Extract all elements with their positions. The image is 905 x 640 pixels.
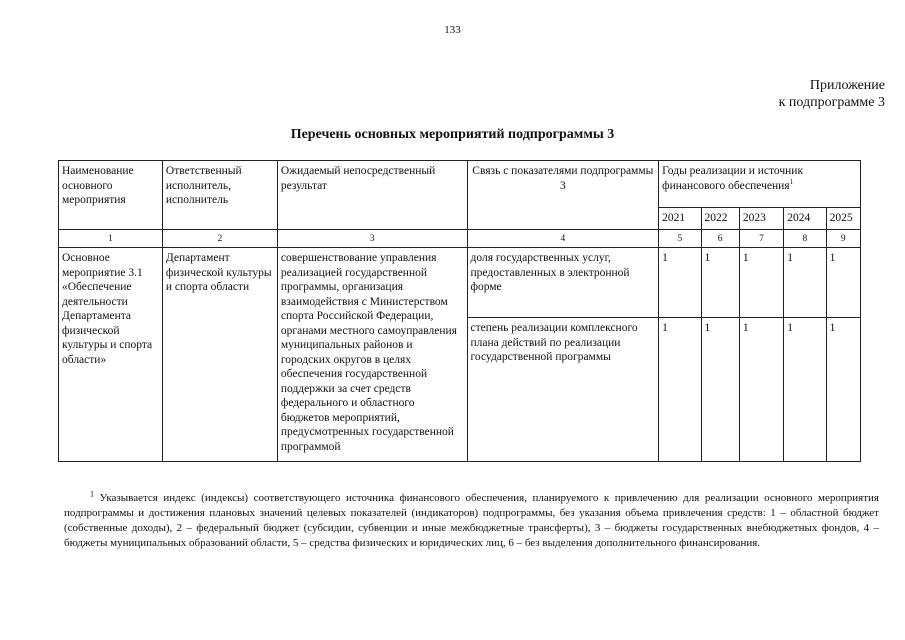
indicator-value: 1 bbox=[701, 318, 739, 462]
indicator-value: 1 bbox=[659, 318, 701, 462]
header-executor: Ответственный исполнитель, исполнитель bbox=[162, 161, 277, 230]
indicator-cell: степень реализации комплексного плана действий по реализации государственной программы bbox=[467, 318, 659, 462]
column-number: 9 bbox=[826, 230, 860, 248]
column-number: 1 bbox=[59, 230, 163, 248]
appendix-line-1: Приложение bbox=[809, 78, 885, 93]
indicator-value: 1 bbox=[739, 248, 783, 318]
document-title: Перечень основных мероприятий подпрограммы 3 bbox=[290, 127, 615, 142]
appendix-line-2: к подпрограмме 3 bbox=[778, 95, 885, 110]
header-result: Ожидаемый непосредственный результат bbox=[277, 161, 467, 230]
column-number: 6 bbox=[701, 230, 739, 248]
indicator-value: 1 bbox=[826, 248, 860, 318]
indicator-value: 1 bbox=[784, 318, 826, 462]
table-row bbox=[59, 248, 861, 318]
indicator-value: 1 bbox=[701, 248, 739, 318]
indicator-value: 1 bbox=[739, 318, 783, 462]
indicator-cell: доля государственных услуг, предоставленных в электронной форме bbox=[467, 248, 659, 318]
indicator-value: 1 bbox=[659, 248, 701, 318]
header-years-label: Годы реализации и источник финансового обеспечения bbox=[662, 165, 804, 192]
header-years-footnote-mark: 1 bbox=[789, 177, 794, 186]
column-number-row bbox=[59, 230, 861, 248]
footnote bbox=[64, 491, 879, 551]
header-row bbox=[59, 161, 861, 208]
column-number: 8 bbox=[784, 230, 826, 248]
footnote-text: Указывается индекс (индексы) соответствующего источника финансового обеспечения, планируемого к привлечению для реализации основного мероприятия подпрограммы и достижения плановых значений целевых показателей (индикаторов) подпрограммы, без указания объема привлечения средств: 1 – областной бюджет (собственные доходы), 2 – федеральный бюджет (субсидии, субвенции и иные межбюджетные трансферты), 3 – бюджеты государственных внебюджетных фондов, 4 – бюджеты муниципальных образований области, 5 – средства физических и юридических лиц, 6 – без выделения дополнительного финансирования. bbox=[64, 492, 879, 549]
year-2022: 2022 bbox=[701, 208, 739, 230]
appendix-note bbox=[779, 77, 885, 111]
header-indicators: Связь с показателями подпрограммы 3 bbox=[467, 161, 659, 230]
header-years bbox=[659, 161, 861, 208]
measure-name-cell: Основное мероприятие 3.1 «Обеспечение деятельности Департамента физической культуры и спорта области» bbox=[59, 248, 163, 462]
column-number: 7 bbox=[739, 230, 783, 248]
header-name: Наименование основного мероприятия bbox=[59, 161, 163, 230]
page-number: 133 bbox=[444, 24, 461, 36]
year-2021: 2021 bbox=[659, 208, 701, 230]
executor-cell: Департамент физической культуры и спорта области bbox=[162, 248, 277, 462]
year-2023: 2023 bbox=[739, 208, 783, 230]
column-number: 3 bbox=[277, 230, 467, 248]
measures-table bbox=[58, 160, 861, 462]
column-number: 5 bbox=[659, 230, 701, 248]
result-cell: совершенствование управления реализацией государственной программы, организация взаимодействия с Министерством спорта Российской Федерации, органами местного самоуправления муниципальных районов и городских округов в целях обеспечения государственной поддержки за счет средств федерального и областного бюджетов мероприятий, предусмотренных государственной программой bbox=[277, 248, 467, 462]
footnote-mark: 1 bbox=[90, 489, 94, 499]
column-number: 4 bbox=[467, 230, 659, 248]
column-number: 2 bbox=[162, 230, 277, 248]
indicator-value: 1 bbox=[826, 318, 860, 462]
year-2025: 2025 bbox=[826, 208, 860, 230]
indicator-value: 1 bbox=[784, 248, 826, 318]
year-2024: 2024 bbox=[784, 208, 826, 230]
